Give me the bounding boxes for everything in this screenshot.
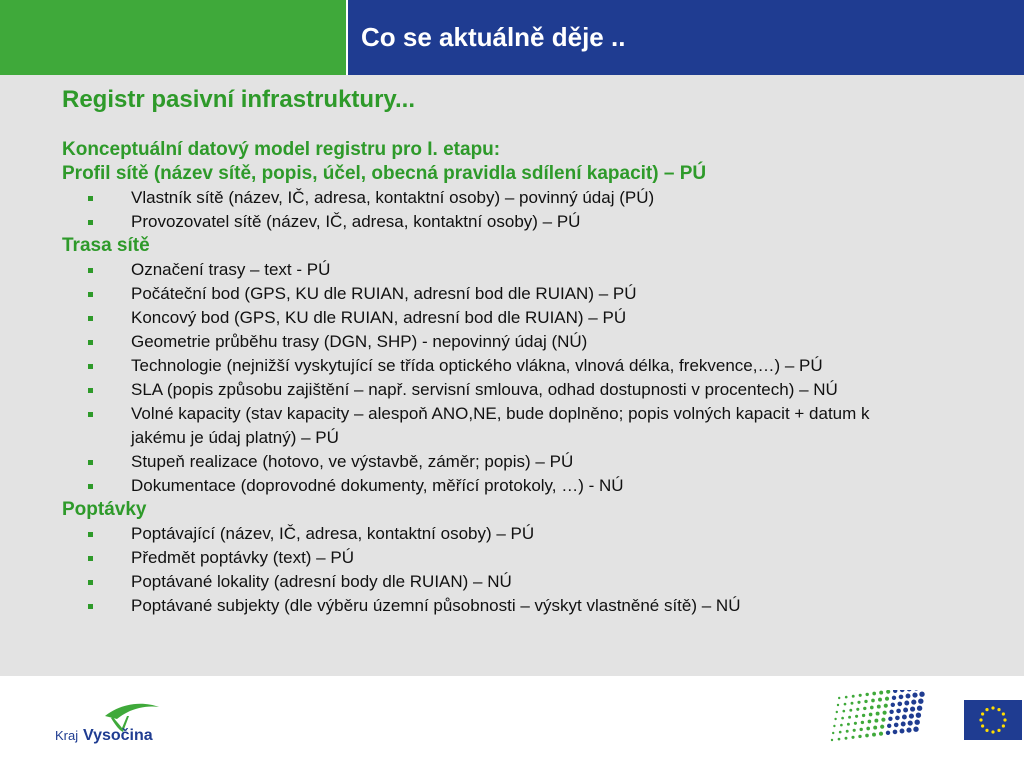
- bullet-square-icon: [88, 604, 93, 609]
- logo-dot: [893, 730, 898, 735]
- eu-star-icon: [997, 729, 1000, 732]
- logo-dot: [851, 702, 854, 705]
- logo-dot: [836, 711, 838, 713]
- logo-dot: [902, 715, 907, 720]
- logo-dot: [853, 729, 856, 732]
- header-green-band: [0, 0, 346, 75]
- bullet-square-icon: [88, 460, 93, 465]
- logo-dot: [910, 707, 915, 712]
- logo-dot: [834, 718, 836, 720]
- logo-dot: [906, 694, 911, 699]
- logo-dot: [832, 732, 834, 734]
- bullet-square-icon: [88, 340, 93, 345]
- logo-dot: [879, 732, 883, 736]
- logo-dot: [888, 717, 892, 721]
- header-title: Co se aktuálně děje ..: [361, 22, 626, 52]
- list-item: [62, 210, 925, 234]
- logo-dot: [876, 712, 880, 716]
- logo-dot: [878, 698, 882, 702]
- logo-dot: [838, 697, 840, 699]
- list-item-text: Počáteční bod (GPS, KU dle RUIAN, adresní bod dle RUIAN) – PÚ: [131, 284, 637, 303]
- logo-dot: [855, 715, 858, 718]
- logo-dot: [856, 708, 859, 711]
- logo-dot: [838, 738, 841, 741]
- logo-dot: [919, 692, 924, 697]
- logo-dot: [842, 710, 845, 713]
- logo-dot: [869, 713, 873, 717]
- bullet-square-icon: [88, 196, 93, 201]
- logo-dot: [914, 690, 919, 691]
- logo-dot: [900, 690, 905, 692]
- logo-dot: [908, 721, 913, 726]
- section-heading: Trasa sítě: [62, 235, 150, 256]
- logo-dot: [845, 737, 848, 740]
- logo-dot: [886, 731, 890, 735]
- list-item: [62, 306, 925, 330]
- eu-star-icon: [985, 708, 988, 711]
- logo-dot: [874, 719, 878, 723]
- bullet-square-icon: [88, 412, 93, 417]
- logo-dot: [907, 690, 912, 691]
- logo-dot: [831, 739, 833, 741]
- kraj-vysocina-logo: [53, 702, 163, 746]
- section-heading: Poptávky: [62, 499, 147, 520]
- logo-dot: [870, 706, 874, 710]
- logo-dot: [916, 713, 921, 718]
- list-item: [62, 546, 925, 570]
- slide-body: [62, 138, 962, 618]
- logo-dot: [863, 707, 866, 710]
- list-item-text: Volné kapacity (stav kapacity – alespoň ANO,NE, bude doplněno; popis volných kapacit + datum k jakému je údaj platný) – PÚ: [131, 404, 870, 447]
- list-item-text: Předmět poptávky (text) – PÚ: [131, 548, 354, 567]
- logo-dot: [880, 725, 884, 729]
- section-heading: Profil sítě (název sítě, popis, účel, obecná pravidla sdílení kapacit) – PÚ: [62, 163, 707, 184]
- logo-dot: [833, 725, 835, 727]
- logo-dot: [896, 709, 901, 714]
- list-item-text: SLA (popis způsobu zajištění – např. servisní smlouva, odhad dostupnosti v procentech) – NÚ: [131, 380, 838, 399]
- eu-star-icon: [985, 729, 988, 732]
- logo-dot: [893, 690, 897, 693]
- list-item-text: Poptávané lokality (adresní body dle RUIAN) – NÚ: [131, 572, 512, 591]
- eu-star-icon: [1002, 724, 1005, 727]
- bullet-list: [62, 186, 962, 234]
- eu-star-icon: [1003, 718, 1006, 721]
- logo-dot: [885, 697, 889, 701]
- bullet-square-icon: [88, 364, 93, 369]
- logo-swoosh-icon: [105, 704, 159, 719]
- logo-dot: [886, 690, 890, 694]
- logo-dot: [894, 723, 899, 728]
- bullet-square-icon: [88, 556, 93, 561]
- logo-dot: [909, 714, 914, 719]
- logo-dot: [847, 723, 850, 726]
- list-item: [62, 402, 925, 450]
- eu-star-icon: [981, 724, 984, 727]
- list-item-text: Poptávané subjekty (dle výběru územní působnosti – výskyt vlastněné sítě) – NÚ: [131, 596, 741, 615]
- logo-dot: [904, 701, 909, 706]
- logo-dot: [871, 699, 875, 703]
- logo-dot: [872, 692, 876, 696]
- logo-dot: [891, 703, 895, 707]
- list-item-text: Stupeň realizace (hotovo, ve výstavbě, záměr; popis) – PÚ: [131, 452, 574, 471]
- logo-dot: [849, 709, 852, 712]
- list-item-text: Vlastník sítě (název, IČ, adresa, kontaktní osoby) – povinný údaj (PÚ): [131, 188, 655, 207]
- logo-dot: [841, 717, 844, 720]
- logo-dot: [868, 720, 872, 724]
- logo-dot: [900, 729, 905, 734]
- bullet-list: [62, 522, 962, 618]
- logo-dot: [857, 701, 860, 704]
- logo-dot: [889, 710, 893, 714]
- list-item: [62, 450, 925, 474]
- list-item: [62, 330, 925, 354]
- logo-dot: [852, 695, 855, 698]
- slide-header: [0, 0, 1024, 75]
- list-item-text: Dokumentace (doprovodné dokumenty, měřící protokoly, …) - NÚ: [131, 476, 624, 495]
- bullet-square-icon: [88, 316, 93, 321]
- logo-dot: [840, 724, 843, 727]
- logo-dot: [895, 716, 900, 721]
- logo-dot: [851, 736, 854, 739]
- eu-star-icon: [979, 718, 982, 721]
- eu-star-icon: [1002, 712, 1005, 715]
- list-item: [62, 474, 925, 498]
- logo-vysocina-text: Vysočina: [83, 727, 153, 744]
- bullet-square-icon: [88, 532, 93, 537]
- logo-dot: [879, 691, 883, 695]
- logo-dot: [862, 714, 865, 717]
- logo-kraj-text: Kraj: [55, 728, 79, 743]
- logo-dot: [883, 711, 887, 715]
- logo-dot: [872, 733, 876, 737]
- bullet-square-icon: [88, 580, 93, 585]
- list-item-text: Provozovatel sítě (název, IČ, adresa, kontaktní osoby) – PÚ: [131, 212, 581, 231]
- logo-dot: [858, 735, 861, 738]
- logo-dot: [918, 699, 923, 704]
- list-item-text: Technologie (nejnižší vyskytující se třída optického vlákna, vlnová délka, frekvence,…) – PÚ: [131, 356, 823, 375]
- logo-dot: [844, 703, 847, 706]
- eu-star-icon: [991, 706, 994, 709]
- logo-dot: [861, 721, 864, 724]
- list-item: [62, 354, 925, 378]
- logo-dot: [881, 718, 885, 722]
- list-item: [62, 522, 925, 546]
- list-item: [62, 258, 925, 282]
- logo-dot: [839, 731, 842, 734]
- list-item: [62, 186, 925, 210]
- logo-dot: [903, 708, 908, 713]
- list-item: [62, 570, 925, 594]
- logo-dot: [846, 730, 849, 733]
- eu-star-icon: [997, 708, 1000, 711]
- list-item-text: Poptávající (název, IČ, adresa, kontaktní osoby) – PÚ: [131, 524, 535, 543]
- list-item-text: Koncový bod (GPS, KU dle RUIAN, adresní bod dle RUIAN) – PÚ: [131, 308, 627, 327]
- logo-dot: [901, 722, 906, 727]
- logo-dot: [864, 700, 867, 703]
- logo-dot: [877, 705, 881, 709]
- dotted-logo-icon: [826, 690, 926, 746]
- eu-flag-field: [964, 700, 1022, 740]
- logo-dot: [911, 700, 916, 705]
- logo-dot: [915, 720, 920, 725]
- eu-star-icon: [981, 712, 984, 715]
- list-item-text: Označení trasy – text - PÚ: [131, 260, 331, 279]
- logo-dot: [866, 727, 870, 731]
- list-item: [62, 378, 925, 402]
- list-item-text: Geometrie průběhu trasy (DGN, SHP) - nepovinný údaj (NÚ): [131, 332, 588, 351]
- logo-dot: [848, 716, 851, 719]
- list-item: [62, 594, 925, 618]
- logo-dot: [913, 727, 918, 732]
- eu-star-icon: [991, 730, 994, 733]
- list-item: [62, 282, 925, 306]
- logo-dot: [859, 694, 862, 697]
- page-title: Registr pasivní infrastruktury...: [62, 86, 415, 113]
- logo-dot: [866, 693, 869, 696]
- logo-dot: [892, 696, 896, 700]
- bullet-list: [62, 258, 962, 498]
- eu-flag-icon: [964, 700, 1022, 740]
- bullet-square-icon: [88, 220, 93, 225]
- logo-dot: [873, 726, 877, 730]
- bullet-square-icon: [88, 292, 93, 297]
- bullet-square-icon: [88, 268, 93, 273]
- bullet-square-icon: [88, 388, 93, 393]
- logo-dot: [899, 695, 904, 700]
- logo-dot: [860, 728, 863, 731]
- logo-dot: [897, 702, 902, 707]
- logo-dot: [837, 704, 839, 706]
- logo-dot: [854, 722, 857, 725]
- section-heading: Konceptuální datový model registru pro I. etapu:: [62, 139, 501, 160]
- logo-dot: [912, 693, 917, 698]
- bullet-square-icon: [88, 484, 93, 489]
- logo-dot: [845, 696, 848, 699]
- logo-dot: [917, 706, 922, 711]
- logo-dot: [884, 704, 888, 708]
- logo-dot: [906, 728, 911, 733]
- logo-dot: [865, 734, 869, 738]
- logo-dot: [887, 724, 891, 728]
